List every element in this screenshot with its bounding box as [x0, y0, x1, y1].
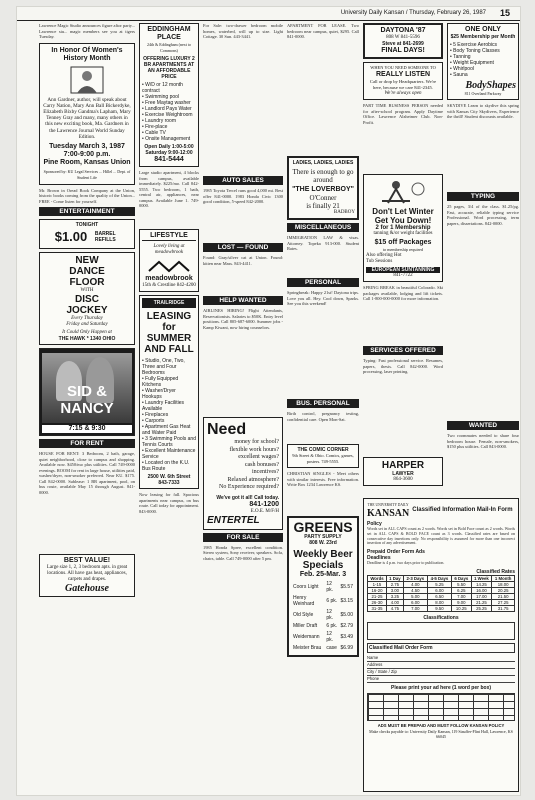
section-typing: TYPING — [447, 192, 519, 201]
form-label: Classified Mail Order Form — [367, 643, 515, 653]
tanning-ad — [363, 174, 443, 282]
mail-address: Make checks payable to: University Daily Kansan, 119 Stauffer-Flint Hall, Lawrence, KS 66045 — [369, 728, 513, 739]
ad-body: 9th Street & Ohio. Comics, games, posters. 749-5555. — [292, 453, 354, 464]
ad-title: THE COMIC CORNER — [297, 447, 349, 453]
ad-line: FLOOR — [69, 277, 105, 289]
ad-line: incentives? — [252, 469, 279, 475]
prepay-notice: ADS MUST BE PREPAID AND MUST FOLLOW KANSAN POLICY — [377, 722, 505, 728]
page-header — [17, 7, 520, 21]
ad-line: excellent wages? — [238, 454, 279, 460]
classified-order-form — [363, 498, 519, 792]
feature-item: • Excellent Maintenance Service — [142, 448, 196, 460]
classified-text: For Sale: two-drawer bedroom mobile homes, waterbed, will up to size. Light Cottage. 30 Sun. 443-3441. — [203, 23, 283, 39]
ad-line: DANCE — [69, 266, 105, 278]
ad-signature: Gatehouse — [65, 583, 109, 595]
classified-text: 1985 Honda Spree, excellent condition. Stereo system, Sony receiver, speakers. Sofa, chairs, table. Call 749-0000 after 5 pm. — [203, 544, 283, 561]
item-name: Weidemann — [293, 634, 320, 640]
table-row — [293, 623, 353, 629]
rates-title: Classified Rates — [476, 568, 515, 575]
section-personal: PERSONAL — [287, 278, 359, 287]
classified-text: SKYDIVE Learn to skydive this spring with Kansas City Skydivers, Experience the thrill! Student discounts available. — [447, 103, 519, 119]
item-name: Henry Weinhard — [293, 595, 315, 607]
ad-tonight: TONIGHT — [75, 222, 99, 229]
ad-line: flexible work hours? — [229, 446, 279, 453]
field-label: Address — [367, 661, 383, 667]
cell: 31.75 — [492, 605, 515, 611]
ad-price: $15 off Packages — [374, 239, 432, 246]
headquarters-ad — [363, 62, 443, 100]
logo-top: THE UNIVERSITY DAILY — [367, 503, 409, 507]
item-size: 6 pk. — [326, 623, 338, 629]
cell: 20.25 — [492, 587, 515, 593]
table-row — [293, 645, 353, 651]
ad-line: NEW — [75, 255, 99, 267]
cell: 5.25 — [427, 581, 451, 587]
ad-price: $25 Membership per Month — [450, 34, 516, 40]
ad-venue: THE HAWK * 1340 OHIO — [58, 336, 116, 343]
cell: 4.50 — [403, 587, 427, 593]
policy-title: Policy — [367, 521, 382, 527]
ad-title: ONE ONLY — [465, 26, 501, 33]
item-price: $6.99 — [340, 645, 353, 651]
classified-text: IMMIGRATION LAW & visas. Attorney. Topeka 913-000. Student Rates. — [287, 235, 359, 251]
table-row — [293, 631, 353, 643]
feature-item: • W/D or 12 month contract — [142, 82, 196, 94]
ad-street: 2500 W. 6th Street — [147, 474, 191, 480]
ad-title: BEST VALUE! — [63, 557, 111, 565]
ad-also: Also offering Hot Tub Sessions — [366, 253, 402, 264]
feature-item: • Fireplaces — [142, 412, 196, 418]
ad-signature: BADBOY — [333, 210, 355, 215]
body-shapes-ad — [447, 23, 519, 100]
ad-address: 841-7722 — [393, 273, 413, 278]
cell: 8.00 — [427, 599, 451, 605]
cell: 4.75 — [386, 605, 403, 611]
ad-word-grid[interactable] — [367, 693, 515, 721]
features-list — [142, 82, 196, 142]
ad-price: $1.00 — [54, 229, 88, 245]
features-list — [450, 42, 516, 78]
harper-lawyer-ad — [363, 457, 443, 486]
cell: 7.00 — [403, 605, 427, 611]
event-venue: Pine Room, Kansas Union — [43, 158, 131, 166]
ad-brand: meadowbrook — [145, 275, 193, 282]
feature-item: • Body Toning Classes — [450, 48, 516, 54]
event-sponsors: Sponsored by: KU Legal Services ... Hillel ... Dept. of Student Life — [43, 168, 131, 180]
column-3 — [203, 23, 283, 791]
item-price: $3.49 — [340, 634, 353, 640]
deadlines-text: Deadline is 4 p.m. two days prior to publication. — [367, 561, 445, 566]
ad-title: LIFESTYLE — [142, 232, 196, 241]
feature-item: • Free Maytag washer — [142, 100, 196, 106]
ad-logo: TRAILRIDGE — [142, 298, 196, 308]
ad-name2: O'Conner — [309, 194, 337, 202]
cell: 27.25 — [492, 599, 515, 605]
classified-text: 25 pages, 3/4 of the class. $1.25/pg. Fast, accurate, reliable typing service Professional. Word processing, term papers, dissertations. 842-0000. — [447, 204, 519, 226]
event-date: Tuesday March 3, 1987 7:00-9:00 p.m. — [49, 142, 125, 158]
section-entertainment: ENTERTAINMENT — [39, 207, 135, 216]
cell: 4.00 — [386, 599, 403, 605]
table-row — [293, 595, 353, 607]
cell: 5.00 — [403, 593, 427, 599]
column-header: 2-3 Days — [403, 575, 427, 581]
classified-text: CHRISTIAN SINGLES - Meet others with similar interests. Free information. Write Box 1234 Lawrence KS. — [287, 471, 359, 487]
ad-title: HARPER — [381, 460, 425, 471]
beer-specials-table — [291, 579, 355, 653]
classified-text: Two roommates needed to share four bedroom house. Female, non-smokers, $150 plus utilities. Call 843-0000. — [447, 433, 519, 449]
item-price: $5.00 — [340, 612, 353, 618]
feature-item: • Swimming pool — [142, 94, 196, 100]
movie-times: 7:15 & 9:30 — [42, 425, 132, 433]
feature-item: • Apartment Gas Heat and Water Paid — [142, 424, 196, 436]
ad-line: JOCKEY — [66, 305, 108, 317]
ad-line: DISC — [75, 294, 99, 306]
ad-title: REALLY LISTEN — [375, 71, 431, 78]
feature-item: • Tanning — [450, 54, 516, 60]
classified-text: Large studio apartment, 4 blocks from campus, available immediately. $225/mo. Call 842-5555. Two bedroom, 1 bath, central air, appliances, near campus. Available June 1. 749-0000. — [139, 170, 199, 208]
classified-text: SPRING BREAK in beautiful Colorado. Ski packages available, lodging and lift tickets. Call 1-800-000-0000 for more information. — [363, 285, 443, 301]
ad-phone: 864-3600 — [393, 477, 413, 482]
ad-line: WITH — [80, 288, 94, 294]
ad-brand: GREENS — [293, 519, 353, 535]
cell: 18.00 — [492, 581, 515, 587]
greens-ad — [287, 516, 359, 657]
meadowbrook-logo-icon — [147, 259, 191, 273]
ad-line: Relaxed atmosphere? — [227, 476, 279, 483]
column-2 — [139, 23, 199, 791]
movie-poster — [42, 353, 132, 423]
item-name: Old Style — [293, 612, 314, 618]
eddingham-place-ad — [139, 23, 199, 167]
cell: 3.00 — [386, 587, 403, 593]
ad-contact: Steve at 841-2699 — [382, 41, 424, 47]
cell: 26-30 — [368, 599, 387, 605]
feature-item: • Studio, One, Two, Three and Four Bedrooms — [142, 358, 196, 376]
classifications-box — [367, 622, 515, 640]
policy-text: Words set in ALL CAPS count as 2 words. Words set in Bold Face count as 2 words. Words set in ALL CAPS & BOLD FACE count as 3 words. Classified rates are based on consecutive day insertions only. No responsibility is assumed for more than one incorrect insertion of any advertisement. — [367, 527, 515, 546]
ad-hours: Open Daily 1:00-5:00 Saturday 9:00-12:00 — [144, 144, 194, 156]
item-name: Meister Brau — [293, 645, 322, 651]
ad-head: WHEN YOU NEED SOMEONE TO — [370, 65, 436, 70]
classified-text: Lawrence Magic Studio announces figure aftor party... Lawrence stu... magic members see you at tigers Tuesday. — [39, 23, 135, 39]
address-field[interactable] — [367, 662, 515, 669]
best-value-ad — [39, 554, 135, 597]
features-list — [142, 358, 196, 472]
cell: 7.00 — [452, 593, 472, 599]
barrel-refills-ad — [39, 219, 135, 249]
cell: 6.50 — [427, 593, 451, 599]
cell: 2.75 — [386, 581, 403, 587]
ad-sub: We're always open — [384, 91, 422, 96]
form-header — [367, 502, 515, 519]
classified-text: PART TIME BUSINESS PERSON needed for after-school program. Apply Daytime Office. Lawrence Alzheimer Club. Non-Profit. — [363, 103, 443, 125]
order-fields — [367, 655, 515, 683]
woman-illustration-icon — [67, 65, 107, 95]
feature-item: • Weight Equipment — [450, 60, 516, 66]
ad-body: Large size 1, 2, 3 bedroom apts. in great locations. All have gas heat, appliances, carpets and drapes. — [46, 565, 128, 583]
field-label: City / State / Zip — [367, 668, 397, 674]
classified-text: Mr. Brown in Oread Book Company at the Union, historic books coming from the quality of the Union... FREE - Come listen for yourself. — [39, 187, 135, 204]
feature-item: • Whirlpool — [450, 66, 516, 72]
cell: 4.00 — [403, 581, 427, 587]
cell: 16.00 — [471, 587, 492, 593]
item-price: $3.15 — [340, 598, 353, 604]
cell: 21.25 — [471, 599, 492, 605]
city-field[interactable] — [367, 669, 515, 676]
ad-title: DAYTONA '87 — [380, 27, 426, 34]
header-dateline: University Daily Kansan / Thursday, February 26, 1987 — [340, 10, 486, 16]
kansan-logo — [367, 502, 409, 519]
ad-extra: is finally 21 — [306, 202, 340, 210]
ad-address: 811 Overland Parkway — [464, 91, 502, 96]
ad-line: No Experience required? — [219, 484, 279, 490]
ad-line: money for school? — [234, 439, 279, 445]
column-4 — [287, 23, 359, 791]
classified-text: 1985 Toyota Tercel runs good 4,000 mi. Best offer 841-0000. 1983 Honda Civic 1300 good condition, 5-speed 842-2000. — [203, 188, 283, 204]
daytona-ad — [363, 23, 443, 59]
movie-ad — [39, 348, 135, 436]
ad-offer: OFFERING LUXURY 2 BR APARTMENTS AT AN AFFORDABLE PRICE — [143, 56, 195, 80]
feature-item: • Exercise Weightroom — [142, 112, 196, 118]
ad-body: Call or drop by Headquarters. We're here, because we care 841-2345. — [369, 79, 437, 90]
feature-item: • Laundry Facilities Available — [142, 400, 196, 412]
ad-offer: 2 for 1 Membership — [375, 225, 431, 231]
column-header: Words — [368, 575, 387, 581]
feature-item: • Carports — [142, 418, 196, 424]
form-title: Classified Information Mail-In Form — [412, 507, 513, 513]
trailridge-ad — [139, 295, 199, 489]
cell: 1-15 — [368, 581, 387, 587]
section-services-offered: SERVICES OFFERED — [363, 346, 443, 355]
item-size: 12 pk. — [326, 581, 334, 593]
feature-item: • 3 Swimming Pools and Tennis Courts — [142, 436, 196, 448]
column-header: 4-5 Days — [427, 575, 451, 581]
classified-text: AIRLINES HIRING! Flight Attendants, Reservationists. Salaries to $50K. Entry level positions. Call 805-687-6000. Summer jobs - Kamp Kiwani, now hiring counselors. — [203, 308, 283, 330]
feature-item: • Washer/Dryer Hookups — [142, 388, 196, 400]
ad-sub: PARTY SUPPLY — [304, 534, 342, 540]
ad-days: Friday and Saturday — [66, 322, 108, 328]
ad-address: 15th & Crestline 842-4200 — [142, 283, 196, 288]
cell: 14.25 — [471, 581, 492, 587]
ad-tag: 808 W 841-5596 — [386, 35, 420, 40]
section-wanted: WANTED — [447, 421, 519, 430]
logo-name: KANSAN — [367, 508, 410, 519]
rates-table — [367, 575, 515, 612]
ad-final: FINAL DAYS! — [381, 47, 425, 54]
ad-address: 808 W. 23rd — [309, 540, 337, 546]
feature-item: • Laundry room — [142, 118, 196, 124]
deadlines-title: Deadlines — [367, 555, 391, 562]
movie-title: SID & NANCY — [60, 383, 114, 418]
cell: 9.50 — [427, 605, 451, 611]
cell: 6.00 — [403, 599, 427, 605]
ad-body: Lovely living at meadowbrook — [153, 244, 185, 255]
ad-phone: 841-5444 — [154, 156, 184, 163]
ad-tag: It Could Only Happen at — [62, 330, 112, 336]
section-help-wanted: HELP WANTED — [203, 296, 283, 305]
column-header: 1 Month — [492, 575, 515, 581]
feature-item: • Fire-place — [142, 124, 196, 130]
ad-title: Don't Let Winter Get You Down! — [372, 207, 434, 225]
ad-dates: Feb. 25-Mar. 3 — [299, 571, 347, 578]
item-name: Miller Draft — [293, 623, 318, 629]
ad-title: EDDINGHAM PLACE — [147, 26, 191, 41]
ad-title: Need — [207, 421, 247, 438]
item-price: $5.57 — [340, 584, 353, 590]
feature-item: • Located on the K.U. Bus Route — [142, 460, 196, 472]
ad-title: LEASING for SUMMER AND FALL — [144, 311, 194, 355]
classifications-title: Classifications — [423, 614, 459, 621]
ad-sub: 24th & Eddingham (next to Commons) — [147, 42, 191, 53]
column-header: 1 Week — [471, 575, 492, 581]
section-for-rent: FOR RENT — [39, 439, 135, 448]
ad-unit: BARREL REFILLS — [94, 231, 116, 244]
ad-body: Ann Gardner, author, will speak about Carry Nation, Mary Ann Ball Bickerdyke, Elizabeth Bixby Gandma's Lapham, Mary Tenney Gray and many, many others in this new exciting book, Ma. Gardners in the Lawrence Journal World Sunday Edition. — [43, 96, 131, 140]
section-lost-found: LOST — FOUND — [203, 243, 283, 252]
page-number: 15 — [499, 8, 510, 18]
ad-line: cash bonuses? — [244, 461, 279, 468]
item-size: 12 pk. — [326, 631, 334, 643]
cell: 5.50 — [452, 581, 472, 587]
ad-sub: tanning &/or weight facilities — [373, 231, 433, 236]
ad-sub: LAWYER — [392, 471, 414, 477]
item-size: 6 pk. — [326, 598, 338, 604]
section-miscellaneous: MISCELLANEOUS — [287, 223, 359, 232]
ad-line: There is enough to go around — [292, 168, 354, 184]
feature-item: • Sauna — [450, 72, 516, 78]
name-field[interactable] — [367, 655, 515, 662]
classified-text: HOUSE FOR RENT: 3 Bedroom, 2 bath, garage, quiet neighborhood, close to campus and shopping. Available now. $450/mo plus utilities. Call 749-0000 evenings. ROOM for rent in large house, utilities paid, washer/dryer, non-smoker preferred. Near KU. $175. Call 842-0000. Sublease: 1 BR apartment, pool, on bus route, available May 15 through August. 841-0000. — [39, 451, 135, 495]
print-instructions: Please print your ad here (1 word per box) — [390, 684, 492, 691]
table-row — [368, 605, 515, 611]
ad-name: "THE LOVERBOY" — [292, 186, 354, 193]
phone-field[interactable] — [367, 676, 515, 683]
ad-address — [142, 474, 196, 486]
section-bus-personal: BUS. PERSONAL — [287, 399, 359, 408]
ad-cta: We've got it all! Call today. — [216, 494, 279, 501]
column-1 — [39, 23, 135, 791]
ad-title: LADIES, LADIES, LADIES — [292, 160, 354, 166]
cell: 25.25 — [471, 605, 492, 611]
ad-title: In Honor Of Women's History Month — [51, 46, 123, 62]
ad-brand: EUROPEAN SUNTANNING — [366, 267, 440, 273]
cell: 31-35 — [368, 605, 387, 611]
ad-eoe: E.O.E. M/F/H — [250, 508, 279, 514]
column-header: 1 Day — [386, 575, 403, 581]
classified-text: Birth control, pregnancy testing, confidential care. Open Mon-Sat. — [287, 411, 359, 422]
ad-brand: BodyShapes — [465, 80, 516, 91]
cell: 9.00 — [452, 599, 472, 605]
cell: 16-20 — [368, 587, 387, 593]
section-auto-sales: AUTO SALES — [203, 176, 283, 185]
item-size: case — [326, 645, 337, 651]
cell: 21-25 — [368, 593, 387, 599]
dance-floor-ad — [39, 252, 135, 345]
table-row — [293, 609, 353, 621]
feature-item: • 5 Exercise Aerobics — [450, 42, 516, 48]
item-price: $2.79 — [340, 623, 353, 629]
cell: 10.25 — [452, 605, 472, 611]
cell: 6.00 — [427, 587, 451, 593]
feature-item: • Onsite Management — [142, 136, 196, 142]
skier-illustration-icon — [378, 179, 428, 205]
classified-text: Typing: Fast professional service. Resumes, papers, thesis. Call 842-0000. Word processing, laser printing. — [363, 358, 443, 374]
feature-item: • Landlord Pays Water — [142, 106, 196, 112]
feature-item: • Cable TV — [142, 130, 196, 136]
ad-title: Weekly Beer Specials — [293, 549, 353, 571]
loverboy-ad — [287, 156, 359, 220]
classified-text: APARTMENT FOR LEASE. Two bedroom near campus, quiet, $295. Call 841-0000. — [287, 23, 359, 39]
ad-note: to membership required — [382, 247, 423, 252]
prepaid-title: Prepaid Order Form Ads — [367, 549, 425, 556]
classified-text: Found: Gray/silver cat at Union. Found: kitten near Mass. 843-4411. — [203, 255, 283, 266]
item-size: 12 pk. — [326, 609, 334, 621]
cell: 21.50 — [492, 593, 515, 599]
column-header: 6 Days — [452, 575, 472, 581]
table-row — [293, 581, 353, 593]
womens-history-ad — [39, 43, 135, 185]
classified-text: Springbreak: Happy 21st! Daytona trips. Love you all. Hey. Cool down, Sparks. See you this weekend! — [287, 290, 359, 306]
cell: 17.00 — [471, 593, 492, 599]
field-label: Phone — [367, 675, 380, 681]
classified-text: Now leasing for fall. Spacious apartments near campus, on bus route. Call today for appointment. 843-0000. — [139, 492, 199, 514]
entertel-ad — [203, 417, 283, 530]
lifestyle-ad — [139, 229, 199, 292]
section-for-sale: FOR SALE — [203, 533, 283, 542]
ad-phone: 843-7333 — [158, 480, 180, 486]
ad-phone: 841-1200 — [249, 500, 279, 508]
item-name: Coors Light — [293, 584, 319, 590]
newspaper-page — [16, 6, 521, 796]
ad-when: Every Thursday — [71, 316, 103, 322]
cell: 3.25 — [386, 593, 403, 599]
comic-corner-ad — [287, 444, 359, 468]
field-label: Name — [367, 654, 379, 660]
feature-item: • Fully Equipped Kitchens — [142, 376, 196, 388]
cell: 6.25 — [452, 587, 472, 593]
ad-brand: ENTERTEL — [207, 514, 260, 526]
